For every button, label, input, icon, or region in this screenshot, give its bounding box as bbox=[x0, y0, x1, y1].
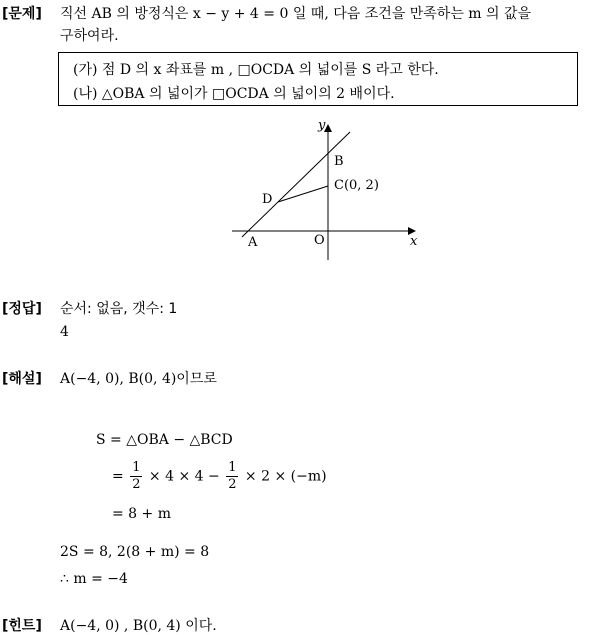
hint-label: [힌트] bbox=[2, 618, 42, 634]
origin-label: O bbox=[314, 233, 325, 248]
frac2-num: 1 bbox=[228, 460, 237, 475]
problem-text-line2: 구하여라. bbox=[60, 28, 119, 44]
conditions-box bbox=[58, 52, 578, 106]
condition-ga: (가) 점 D 의 x 좌표를 m , □OCDA 의 넓이를 S 라고 한다. bbox=[73, 62, 439, 78]
answer-value: 4 bbox=[60, 324, 69, 340]
point-c-label: C(0, 2) bbox=[334, 178, 379, 193]
eq2-end: × 2 × (−m) bbox=[244, 468, 327, 485]
solution-intro: A(−4, 0), B(0, 4)이므로 bbox=[60, 371, 217, 387]
fraction-half-2 bbox=[226, 460, 238, 493]
coordinate-figure bbox=[228, 116, 428, 264]
problem-label: [문제] bbox=[2, 6, 42, 22]
solution-label: [해설] bbox=[2, 371, 42, 387]
hint-text: A(−4, 0) , B(0, 4) 이다. bbox=[60, 618, 217, 634]
eq2-mid: × 4 × 4 − bbox=[148, 468, 220, 485]
solution-eq2 bbox=[112, 460, 327, 493]
problem-text-line1: 직선 AB 의 방정식은 x − y + 4 = 0 일 때, 다음 조건을 만족하는 m 의 값을 bbox=[60, 6, 532, 22]
y-axis-label: y bbox=[318, 118, 326, 133]
frac1-num: 1 bbox=[132, 460, 141, 475]
frac2-den: 2 bbox=[228, 477, 237, 492]
frac1-den: 2 bbox=[132, 477, 141, 492]
point-d-label: D bbox=[262, 192, 273, 207]
point-b-label: B bbox=[334, 154, 344, 169]
answer-meta: 순서: 없음, 갯수: 1 bbox=[60, 301, 178, 317]
point-a-label: A bbox=[248, 235, 258, 250]
fraction-half-1 bbox=[130, 460, 142, 493]
condition-na: (나) △OBA 의 넓이가 □OCDA 의 넓이의 2 배이다. bbox=[73, 86, 395, 102]
segment-cd bbox=[278, 186, 328, 202]
answer-label: [정답] bbox=[2, 301, 42, 317]
eq2-prefix: = bbox=[112, 468, 124, 485]
solution-line5: ∴ m = −4 bbox=[60, 571, 128, 587]
solution-eq1: S = △OBA − △BCD bbox=[96, 432, 233, 448]
x-axis-label: x bbox=[410, 234, 418, 249]
solution-eq3: = 8 + m bbox=[112, 506, 171, 522]
solution-line4: 2S = 8, 2(8 + m) = 8 bbox=[60, 544, 210, 560]
